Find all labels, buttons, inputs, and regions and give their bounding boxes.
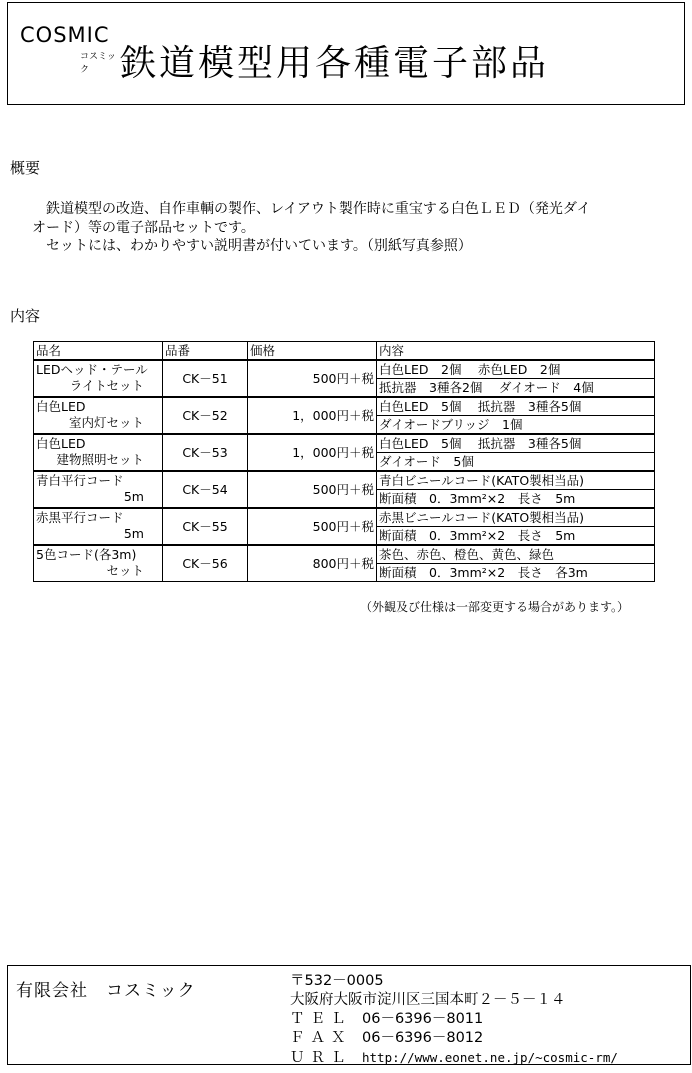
product-name: 白色LED 室内灯セット <box>34 397 163 434</box>
product-price: 500円＋税 <box>248 471 377 508</box>
url-link[interactable]: http://www.eonet.ne.jp/~cosmic-rm/ <box>362 1050 618 1065</box>
column-header-contents: 内容 <box>377 342 655 361</box>
contents-heading: 内容 <box>10 307 41 325</box>
table-row <box>34 545 655 564</box>
product-contents-line: ダイオード 5個 <box>377 453 655 472</box>
product-name: 青白平行コード 5m <box>34 471 163 508</box>
company-name: 有限会社 コスミック <box>16 981 196 1001</box>
postal-code: 〒532－0005 <box>290 973 384 989</box>
disclaimer-note: （外観及び仕様は一部変更する場合があります。） <box>360 600 630 614</box>
overview-line-1: 鉄道模型の改造、自作車輌の製作、レイアウト製作時に重宝する白色ＬＥＤ（発光ダイ <box>32 201 591 217</box>
cosmic-logo <box>20 23 116 75</box>
product-price: 500円＋税 <box>248 508 377 545</box>
product-contents-line: 抵抗器 3種各2個 ダイオード 4個 <box>377 379 655 398</box>
contact-block <box>290 972 618 1068</box>
product-contents-line: 茶色、赤色、橙色、黄色、緑色 <box>377 545 655 564</box>
tel-line <box>290 1010 618 1029</box>
product-contents-line: 赤黒ビニールコード(KATO製相当品) <box>377 508 655 527</box>
page-title: 鉄道模型用各種電子部品 <box>120 43 550 84</box>
product-name: 赤黒平行コード 5m <box>34 508 163 545</box>
table-row <box>34 508 655 527</box>
product-contents-line: 白色LED 5個 抵抗器 3種各5個 <box>377 397 655 416</box>
table-row <box>34 434 655 453</box>
column-header-price: 価格 <box>248 342 377 361</box>
product-contents-line: 白色LED 5個 抵抗器 3種各5個 <box>377 434 655 453</box>
product-price: 800円＋税 <box>248 545 377 582</box>
logo-kana: コスミック <box>80 52 116 75</box>
url-line <box>290 1048 618 1068</box>
tel-label: ＴＥＬ <box>290 1011 352 1027</box>
logo-word: COSMIC <box>20 23 110 47</box>
fax-number: 06－6396－8012 <box>362 1030 484 1046</box>
product-contents-line: 断面積 0．3mm²×2 長さ 各3m <box>377 564 655 582</box>
product-price: 1，000円＋税 <box>248 434 377 471</box>
product-price: 500円＋税 <box>248 360 377 397</box>
product-code: CK－51 <box>163 360 248 397</box>
column-header-code: 品番 <box>163 342 248 361</box>
fax-line <box>290 1029 618 1048</box>
url-label: ＵＲＬ <box>290 1050 352 1066</box>
overview-line-3: セットには、わかりやすい説明書が付いています。（別紙写真参照） <box>32 238 472 254</box>
address: 大阪府大阪市淀川区三国本町２－５－１４ <box>290 992 566 1008</box>
product-code: CK－54 <box>163 471 248 508</box>
fax-label: ＦＡＸ <box>290 1030 352 1046</box>
product-contents-line: 断面積 0．3mm²×2 長さ 5m <box>377 527 655 546</box>
table-row <box>34 397 655 416</box>
overview-line-2: オード）等の電子部品セットです。 <box>32 219 255 236</box>
product-price: 1，000円＋税 <box>248 397 377 434</box>
overview-heading: 概要 <box>10 159 41 177</box>
product-code: CK－56 <box>163 545 248 582</box>
header-box <box>7 2 685 105</box>
product-contents-line: ダイオードブリッジ 1個 <box>377 416 655 435</box>
product-code: CK－52 <box>163 397 248 434</box>
product-contents-line: 白色LED 2個 赤色LED 2個 <box>377 360 655 379</box>
tel-number: 06－6396－8011 <box>362 1011 484 1027</box>
product-name: LEDヘッド・テール ライトセット <box>34 360 163 397</box>
table-row <box>34 471 655 490</box>
column-header-name: 品名 <box>34 342 163 361</box>
product-contents-line: 青白ビニールコード(KATO製相当品) <box>377 471 655 490</box>
table-row <box>34 360 655 379</box>
product-code: CK－55 <box>163 508 248 545</box>
table-header-row <box>34 342 655 361</box>
product-contents-line: 断面積 0．3mm²×2 長さ 5m <box>377 490 655 509</box>
overview-text <box>32 200 672 256</box>
product-name: 5色コード(各3m) セット <box>34 545 163 582</box>
product-code: CK－53 <box>163 434 248 471</box>
product-table <box>33 341 655 582</box>
product-name: 白色LED 建物照明セット <box>34 434 163 471</box>
footer-box <box>7 965 691 1065</box>
